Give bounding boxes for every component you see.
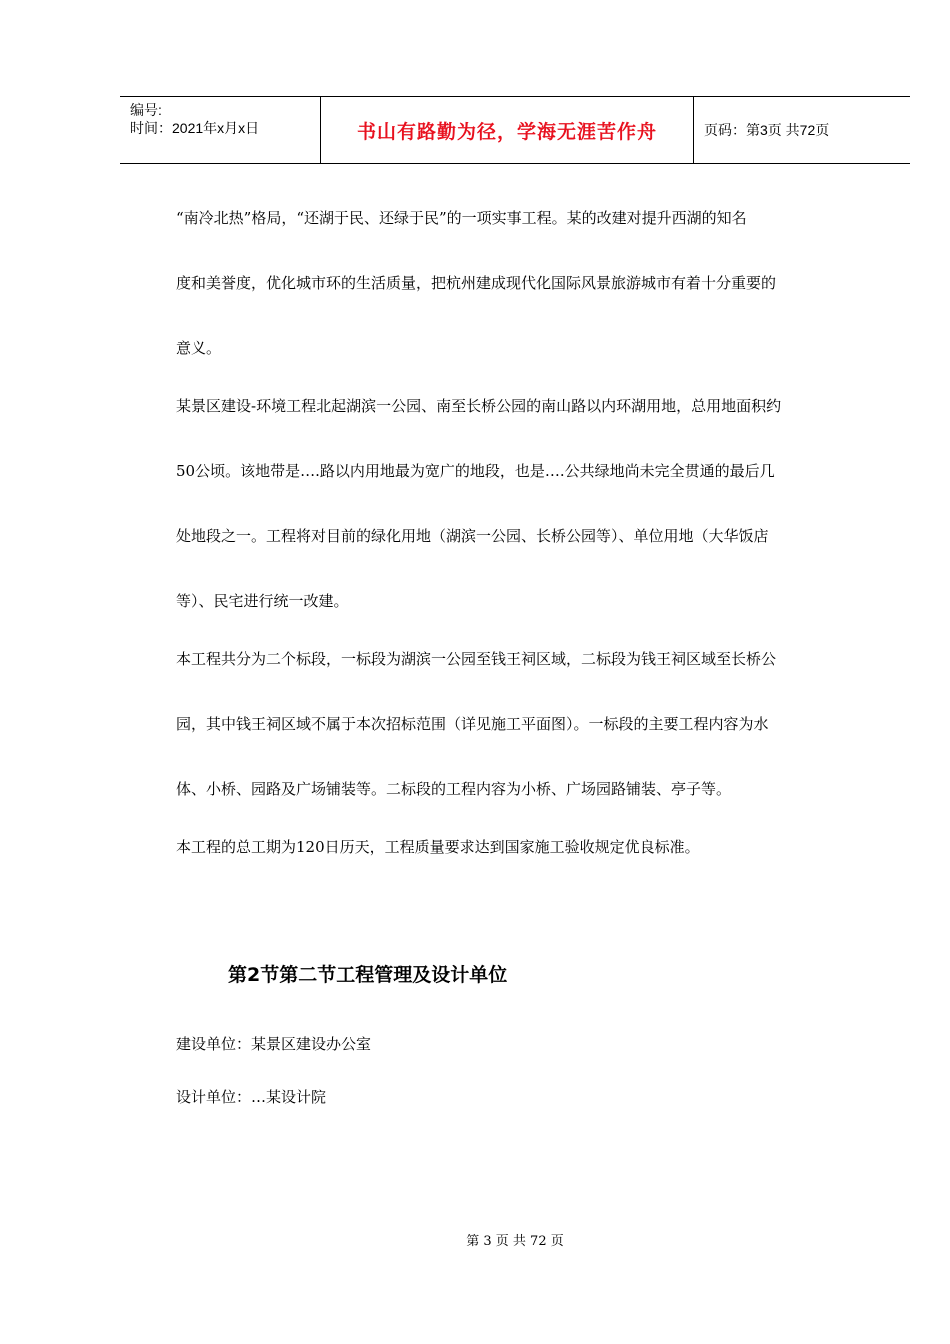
document-code-label: 编号: — [130, 102, 162, 118]
builder-unit: 建设单位：某景区建设办公室 — [176, 1035, 372, 1053]
header-page-cell — [694, 97, 910, 163]
header-page-number: 页码：第3页 共72页 — [704, 122, 830, 138]
document-time-label: 时间：2021年x月x日 — [130, 120, 260, 136]
body-line: 等）、民宅进行统一改建。 — [176, 592, 349, 610]
body-line: 某景区建设-环境工程北起湖滨一公园、南至长桥公园的南山路以内环湖用地，总用地面积约 — [176, 397, 782, 415]
designer-unit: 设计单位：…某设计院 — [176, 1088, 327, 1106]
header-meta-cell — [120, 97, 321, 163]
page-footer: 第 3 页 共 72 页 — [466, 1234, 564, 1249]
body-line: 园，其中钱王祠区域不属于本次招标范围（详见施工平面图）。一标段的主要工程内容为水 — [176, 715, 769, 733]
section-heading: 第2节第二节工程管理及设计单位 — [228, 964, 508, 986]
document-header — [120, 96, 910, 164]
body-line: 意义。 — [176, 339, 222, 357]
body-line: 度和美誉度，优化城市环的生活质量，把杭州建成现代化国际风景旅游城市有着十分重要的 — [176, 274, 777, 292]
body-line: 处地段之一。工程将对目前的绿化用地（湖滨一公园、长桥公园等）、单位用地（大华饭店 — [176, 527, 769, 545]
body-line: 本工程共分为二个标段，一标段为湖滨一公园至钱王祠区域，二标段为钱王祠区域至长桥公 — [176, 650, 777, 668]
body-text — [176, 195, 856, 870]
header-motto-cell — [321, 97, 694, 163]
body-line: “南冷北热”格局，“还湖于民、还绿于民”的一项实事工程。某的改建对提升西湖的知名 — [176, 209, 747, 227]
body-line: 50公顷。该地带是….路以内用地最为宽广的地段，也是….公共绿地尚未完全贯通的最后几 — [176, 462, 775, 480]
body-line: 本工程的总工期为120日历天，工程质量要求达到国家施工验收规定优良标准。 — [176, 838, 700, 856]
body-line: 体、小桥、园路及广场铺装等。二标段的工程内容为小桥、广场园路铺装、亭子等。 — [176, 780, 732, 798]
header-motto: 书山有路勤为径，学海无涯苦作舟 — [356, 120, 657, 143]
